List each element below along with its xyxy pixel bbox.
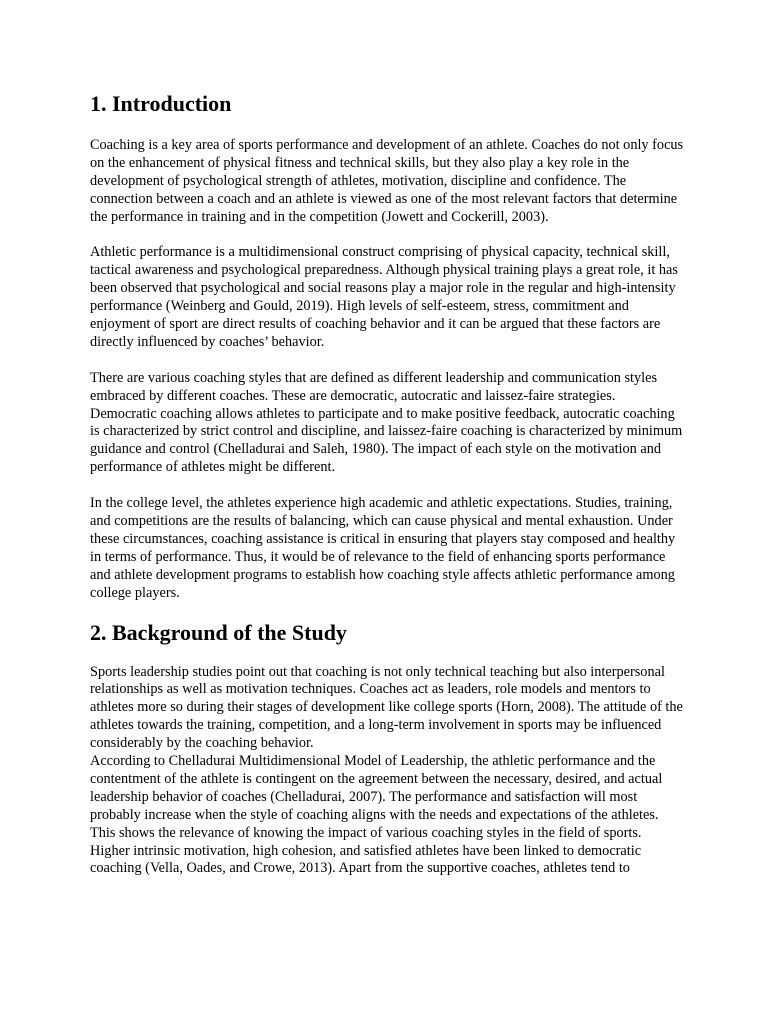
paragraph: In the college level, the athletes experience high academic and athletic expectations. Studies, training, and competitions are the results of balancing, which can cause physical and mental exhaustion. Under these circumstances, coaching assistance is critical in ensuring that players stay composed and healthy in terms of performance. Thus, it would be of relevance to the field of enhancing sports performance and athlete development programs to establish how coaching style affects athletic performance among college players. (90, 495, 676, 601)
section-heading-introduction: 1. Introduction (90, 91, 232, 116)
paragraph: Higher intrinsic motivation, high cohesion, and satisfied athletes have been linked to democratic coaching (Vella, Oades, and Crowe, 2013). Apart from the supportive coaches, athletes tend to (90, 842, 642, 877)
paragraph: Athletic performance is a multidimensional construct comprising of physical capacity, technical skill, tactical awareness and psychological preparedness. Although physical training plays a great role, it has been observed that psychological and social reasons play a major role in the regular and high-intensity performance (Weinberg and Gould, 2019). High levels of self-esteem, stress, commitment and enjoyment of sport are direct results of coaching behavior and it can be argued that these factors are directly influenced by coaches’ behavior. (90, 244, 678, 350)
paragraph: Sports leadership studies point out that coaching is not only technical teaching but also interpersonal relationships as well as motivation techniques. Coaches act as leaders, role models and mentors to athletes more so during their stages of development like college sports (Horn, 2008). The attitude of the athletes towards the training, competition, and a long-term involvement in sports may be influenced considerably by the coaching behavior. (90, 663, 683, 752)
section-heading-background: 2. Background of the Study (90, 619, 347, 645)
paragraph: According to Chelladurai Multidimensional Model of Leadership, the athletic performance and the contentment of the athlete is contingent on the agreement between the necessary, desired, and actual leadership behavior of coaches (Chelladurai, 2007). The performance and satisfaction will most probably increase when the style of coaching aligns with the needs and expectations of the athletes. This shows the relevance of knowing the impact of various coaching styles in the field of sports. (90, 753, 663, 841)
paragraph: Coaching is a key area of sports performance and development of an athlete. Coaches do not only focus on the enhancement of physical fitness and technical skills, but they also play a key role in the development of psychological strength of athletes, motivation, discipline and confidence. The connection between a coach and an athlete is viewed as one of the most relevant factors that determine the performance in training and in the competition (Jowett and Cockerill, 2003). (90, 137, 684, 225)
paragraph: There are various coaching styles that are defined as different leadership and communication styles embraced by different coaches. These are democratic, autocratic and laissez-faire strategies. Democratic coaching allows athletes to participate and to make positive feedback, autocratic coaching is characterized by strict control and discipline, and laissez-faire coaching is characterized by minimum guidance and control (Chelladurai and Saleh, 1980). The impact of each style on the motivation and performance of athletes might be different. (90, 369, 683, 476)
document-page (90, 90, 685, 878)
